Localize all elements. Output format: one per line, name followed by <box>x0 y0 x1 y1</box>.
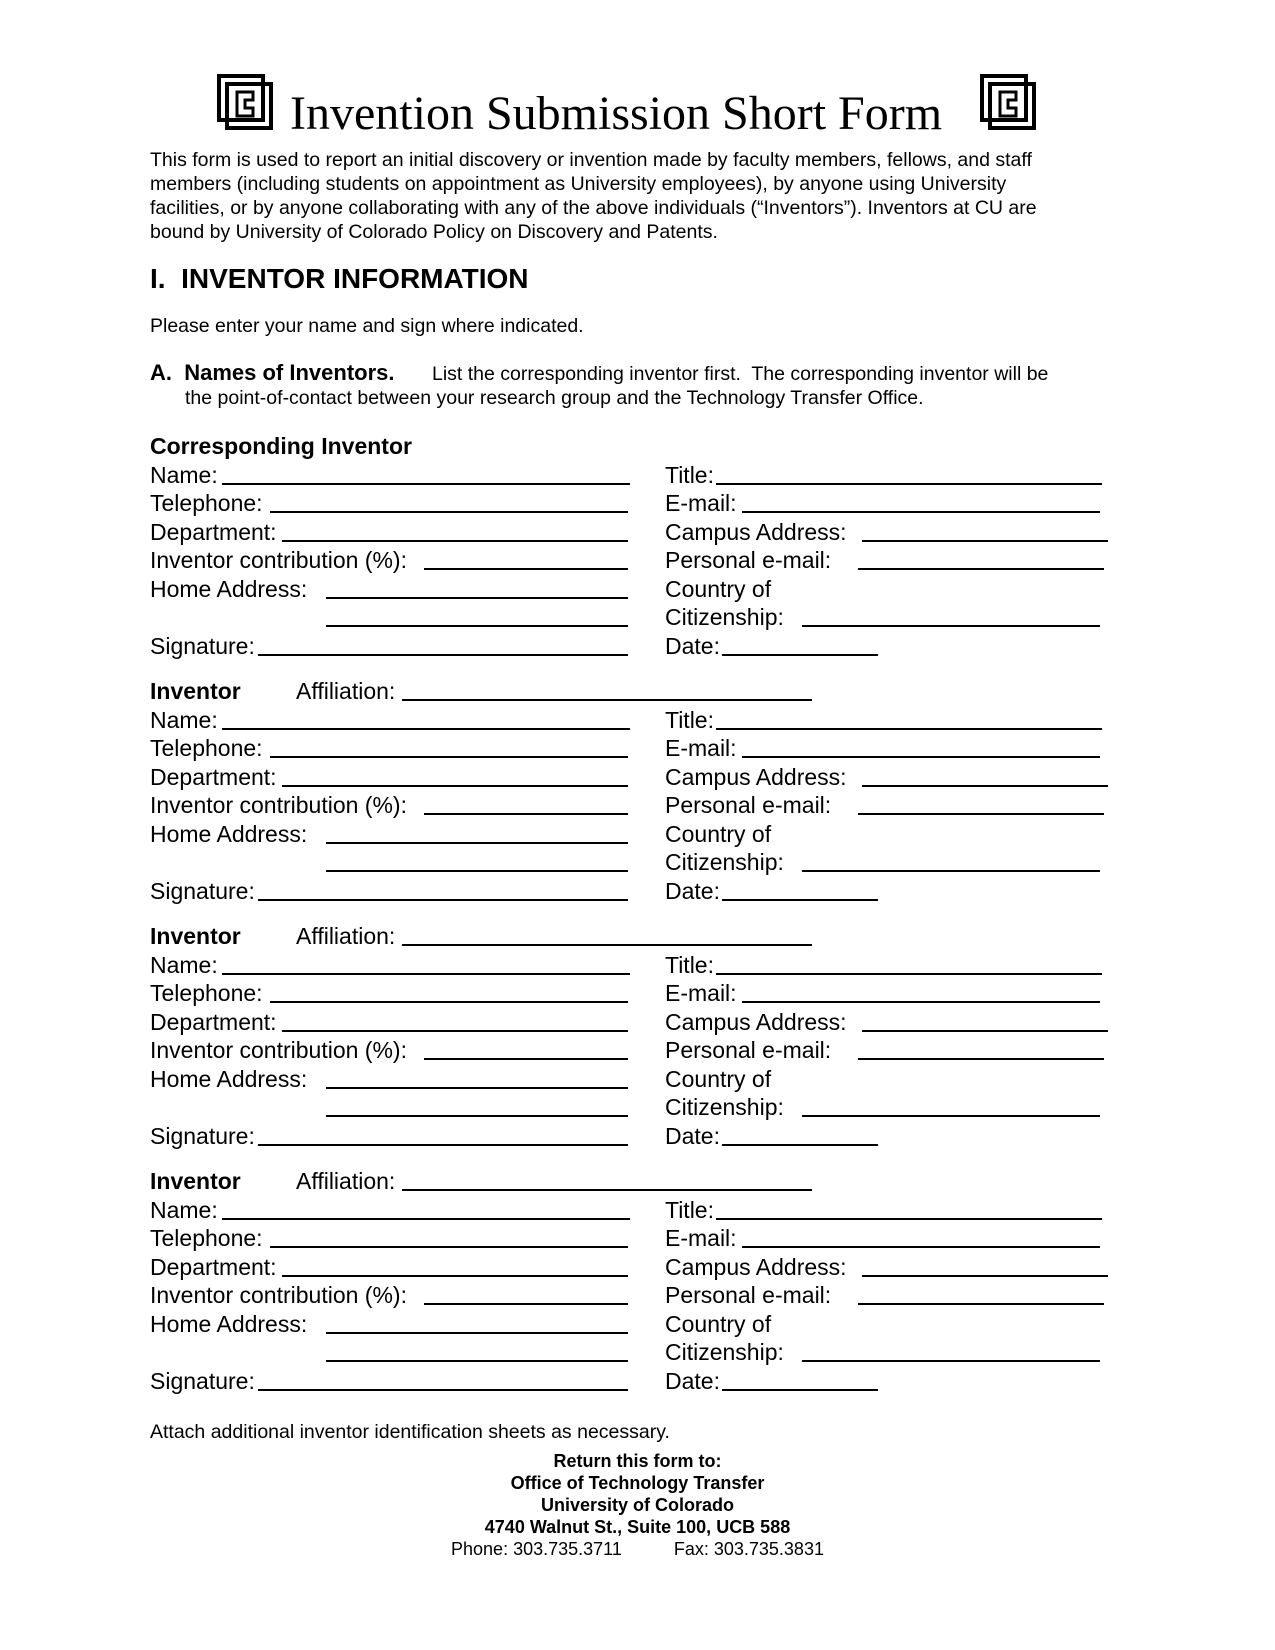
inventor-3-email-field[interactable] <box>742 1001 1100 1003</box>
inventor-3-affiliation-field[interactable] <box>402 944 812 946</box>
inventor-4-citizenship-label: Citizenship: <box>665 1339 784 1365</box>
inventor-2-signature-field[interactable] <box>258 899 628 901</box>
inventor-3-signature-label: Signature: <box>150 1122 255 1149</box>
inventor-1-personal-email-field[interactable] <box>858 568 1104 570</box>
inventor-3-email-label: E-mail: <box>665 980 737 1006</box>
inventor-2-personal-email-label: Personal e-mail: <box>665 792 832 818</box>
inventor-2-campus-address-field[interactable] <box>862 785 1108 787</box>
inventor-3-telephone-label: Telephone: <box>150 980 263 1006</box>
inventor-4-date-label: Date: <box>665 1367 720 1394</box>
inventor-3-contribution-field[interactable] <box>424 1058 628 1060</box>
inventor-3-date-field[interactable] <box>722 1144 878 1146</box>
inventor-2-date-field[interactable] <box>722 899 878 901</box>
inventor-4-contribution-label: Inventor contribution (%): <box>150 1282 407 1308</box>
inventor-1-telephone-label: Telephone: <box>150 490 263 516</box>
section-heading: I. INVENTOR INFORMATION <box>150 263 529 294</box>
inventor-2-title-field[interactable] <box>716 728 1102 730</box>
inventor-1-home-address-label: Home Address: <box>150 575 308 602</box>
inventor-3-name-label: Name: <box>150 951 218 978</box>
inventor-4-campus-address-field[interactable] <box>862 1275 1108 1277</box>
inventor-3-campus-address-label: Campus Address: <box>665 1008 847 1035</box>
inventor-3-telephone-field[interactable] <box>270 1001 628 1003</box>
inventor-1-telephone-field[interactable] <box>270 511 628 513</box>
inventor-3-title-label: Title: <box>665 951 714 978</box>
inventor-4-name-label: Name: <box>150 1196 218 1223</box>
inventor-2-telephone-field[interactable] <box>270 756 628 758</box>
inventor-2-affiliation-label: Affiliation: <box>296 678 396 704</box>
footer-office: Office of Technology Transfer <box>510 1473 765 1493</box>
inventor-3-title-field[interactable] <box>716 973 1102 975</box>
names-of-inventors-text-2: the point-of-contact between your research group and the Technology Transfer Office. <box>185 387 924 409</box>
inventor-1-personal-email-label: Personal e-mail: <box>665 547 832 573</box>
inventor-3-home-address-field-2[interactable] <box>326 1115 628 1117</box>
inventor-3-citizenship-field[interactable] <box>802 1115 1100 1117</box>
inventor-3-home-address-field-1[interactable] <box>326 1087 628 1089</box>
intro-line-4: bound by University of Colorado Policy on Discovery and Patents. <box>150 221 718 243</box>
inventor-4-personal-email-field[interactable] <box>858 1303 1104 1305</box>
inventor-4-email-label: E-mail: <box>665 1225 737 1251</box>
inventor-3-personal-email-field[interactable] <box>858 1058 1104 1060</box>
footer-university: University of Colorado <box>540 1495 735 1515</box>
inventor-4-telephone-label: Telephone: <box>150 1225 263 1251</box>
inventor-3-campus-address-field[interactable] <box>862 1030 1108 1032</box>
inventor-2-department-label: Department: <box>150 763 277 790</box>
inventor-2-campus-address-label: Campus Address: <box>665 763 847 790</box>
inventor-2-title-label: Title: <box>665 706 714 733</box>
inventor-2-name-field[interactable] <box>222 728 630 730</box>
footer-fax: Fax: 303.735.3831 <box>673 1539 824 1559</box>
inventor-1-name-label: Name: <box>150 461 218 488</box>
inventor-1-citizenship-field[interactable] <box>802 625 1100 627</box>
section-instruction: Please enter your name and sign where indicated. <box>150 315 584 337</box>
inventor-4-home-address-field-1[interactable] <box>326 1332 628 1334</box>
names-of-inventors-text-1: List the corresponding inventor first. The corresponding inventor will be <box>432 363 1049 385</box>
inventor-4-country-of-label: Country of <box>665 1310 772 1337</box>
document-title: Invention Submission Short Form <box>290 87 943 140</box>
inventor-4-email-field[interactable] <box>742 1246 1100 1248</box>
intro-line-3: facilities, or by anyone collaborating with any of the above individuals (“Inventors”). Inventors at CU are <box>150 197 1037 219</box>
inventor-1-name-field[interactable] <box>222 483 630 485</box>
inventor-1-home-address-field-2[interactable] <box>326 625 628 627</box>
inventor-2-home-address-label: Home Address: <box>150 820 308 847</box>
inventor-2-contribution-label: Inventor contribution (%): <box>150 792 407 818</box>
inventor-4-home-address-field-2[interactable] <box>326 1360 628 1362</box>
inventor-2-email-label: E-mail: <box>665 735 737 761</box>
inventor-1-date-field[interactable] <box>722 654 878 656</box>
inventor-3-signature-field[interactable] <box>258 1144 628 1146</box>
inventor-1-contribution-field[interactable] <box>424 568 628 570</box>
footer-contact <box>0 1538 1275 1560</box>
inventor-4-title-label: Title: <box>665 1196 714 1223</box>
inventor-2-name-label: Name: <box>150 706 218 733</box>
inventor-3-home-address-label: Home Address: <box>150 1065 308 1092</box>
inventor-4-campus-address-label: Campus Address: <box>665 1253 847 1280</box>
inventor-4-department-label: Department: <box>150 1253 277 1280</box>
inventor-3-country-of-label: Country of <box>665 1065 772 1092</box>
intro-line-2: members (including students on appointment as University employees), by anyone using University <box>150 173 1007 195</box>
inventor-4-heading: Inventor <box>150 1168 241 1194</box>
inventor-2-citizenship-label: Citizenship: <box>665 849 784 875</box>
inventor-2-department-field[interactable] <box>282 785 628 787</box>
inventor-1-title-label: Title: <box>665 461 714 488</box>
inventor-3-date-label: Date: <box>665 1122 720 1149</box>
inventor-4-contribution-field[interactable] <box>424 1303 628 1305</box>
inventor-4-signature-field[interactable] <box>258 1389 628 1391</box>
inventor-1-department-field[interactable] <box>282 540 628 542</box>
inventor-4-telephone-field[interactable] <box>270 1246 628 1248</box>
attach-note: Attach additional inventor identification sheets as necessary. <box>150 1421 670 1443</box>
inventor-4-signature-label: Signature: <box>150 1367 255 1394</box>
inventor-3-citizenship-label: Citizenship: <box>665 1094 784 1120</box>
inventor-3-department-field[interactable] <box>282 1030 628 1032</box>
inventor-1-email-label: E-mail: <box>665 490 737 516</box>
inventor-1-signature-label: Signature: <box>150 632 255 659</box>
inventor-2-citizenship-field[interactable] <box>802 870 1100 872</box>
inventor-4-name-field[interactable] <box>222 1218 630 1220</box>
names-of-inventors-heading: A. Names of Inventors. <box>150 360 395 385</box>
inventor-1-department-label: Department: <box>150 518 277 545</box>
inventor-4-home-address-label: Home Address: <box>150 1310 308 1337</box>
inventor-1-contribution-label: Inventor contribution (%): <box>150 547 407 573</box>
inventor-1-email-field[interactable] <box>742 511 1100 513</box>
inventor-2-personal-email-field[interactable] <box>858 813 1104 815</box>
inventor-1-heading: Corresponding Inventor <box>150 433 412 459</box>
inventor-3-personal-email-label: Personal e-mail: <box>665 1037 832 1063</box>
cu-logo-right-icon <box>978 72 1038 132</box>
cu-logo-left-icon <box>215 72 275 132</box>
inventor-2-telephone-label: Telephone: <box>150 735 263 761</box>
footer-address: 4740 Walnut St., Suite 100, UCB 588 <box>484 1517 791 1537</box>
inventor-2-affiliation-field[interactable] <box>402 699 812 701</box>
inventor-4-title-field[interactable] <box>716 1218 1102 1220</box>
inventor-1-home-address-field-1[interactable] <box>326 597 628 599</box>
inventor-1-campus-address-label: Campus Address: <box>665 518 847 545</box>
inventor-1-date-label: Date: <box>665 632 720 659</box>
inventor-4-citizenship-field[interactable] <box>802 1360 1100 1362</box>
inventor-1-signature-field[interactable] <box>258 654 628 656</box>
inventor-2-country-of-label: Country of <box>665 820 772 847</box>
footer-return-to: Return this form to: <box>553 1451 722 1471</box>
inventor-3-department-label: Department: <box>150 1008 277 1035</box>
inventor-2-contribution-field[interactable] <box>424 813 628 815</box>
inventor-1-campus-address-field[interactable] <box>862 540 1108 542</box>
inventor-4-affiliation-field[interactable] <box>402 1189 812 1191</box>
inventor-4-affiliation-label: Affiliation: <box>296 1168 396 1194</box>
inventor-2-email-field[interactable] <box>742 756 1100 758</box>
inventor-1-citizenship-label: Citizenship: <box>665 604 784 630</box>
intro-line-1: This form is used to report an initial discovery or invention made by faculty members, fellows, and staff <box>150 149 1032 171</box>
inventor-4-department-field[interactable] <box>282 1275 628 1277</box>
inventor-3-heading: Inventor <box>150 923 241 949</box>
inventor-1-country-of-label: Country of <box>665 575 772 602</box>
inventor-2-date-label: Date: <box>665 877 720 904</box>
inventor-2-signature-label: Signature: <box>150 877 255 904</box>
inventor-2-home-address-field-1[interactable] <box>326 842 628 844</box>
inventor-3-affiliation-label: Affiliation: <box>296 923 396 949</box>
inventor-1-title-field[interactable] <box>716 483 1102 485</box>
inventor-4-date-field[interactable] <box>722 1389 878 1391</box>
inventor-4-personal-email-label: Personal e-mail: <box>665 1282 832 1308</box>
inventor-2-heading: Inventor <box>150 678 241 704</box>
inventor-3-contribution-label: Inventor contribution (%): <box>150 1037 407 1063</box>
footer-phone: Phone: 303.735.3711 <box>451 1539 622 1559</box>
inventor-2-home-address-field-2[interactable] <box>326 870 628 872</box>
inventor-3-name-field[interactable] <box>222 973 630 975</box>
